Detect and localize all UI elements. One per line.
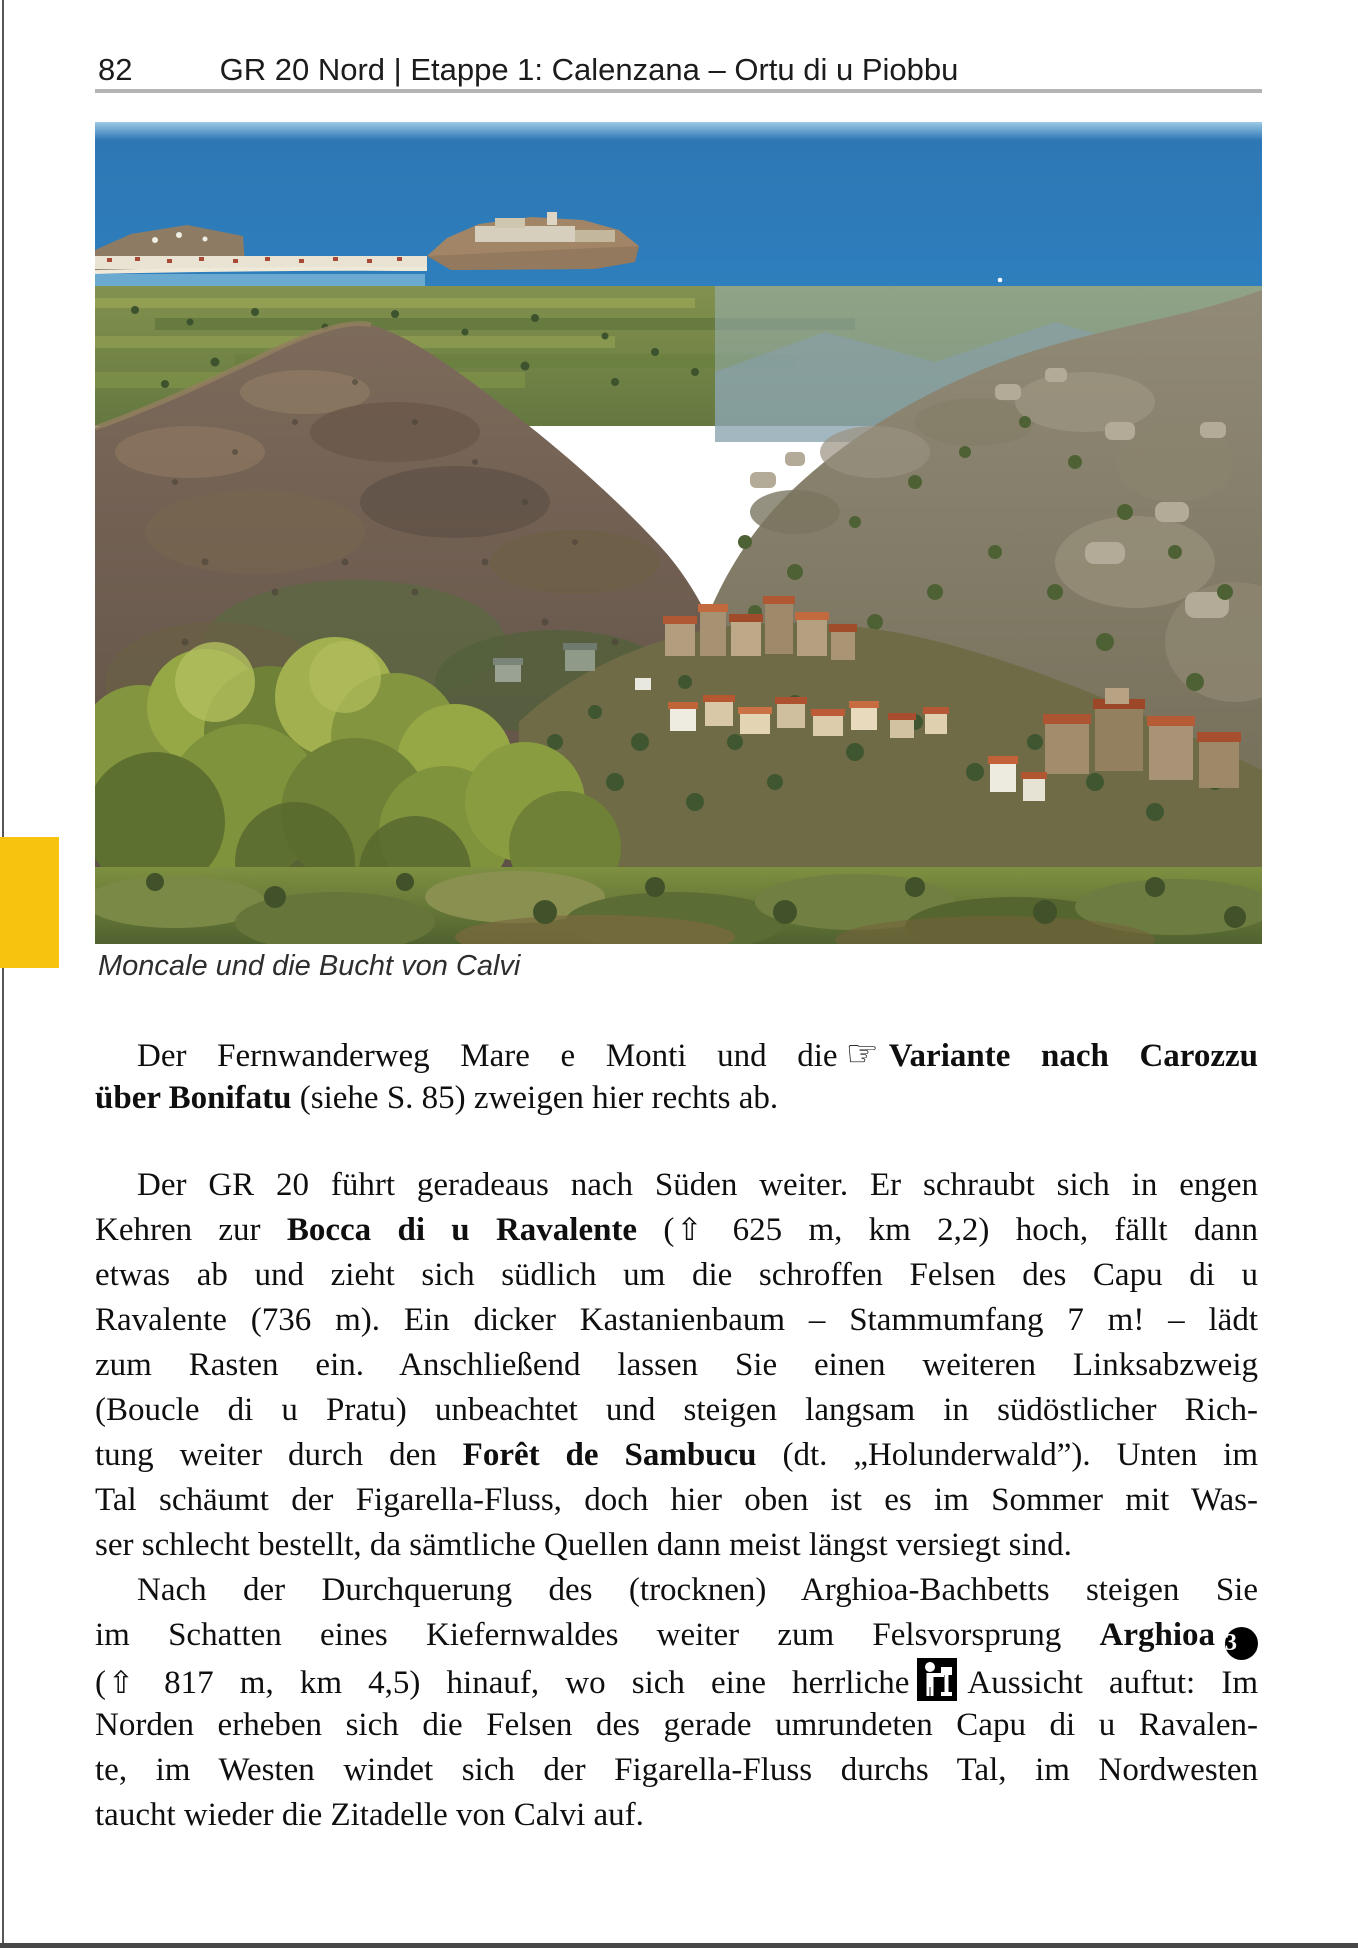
text-span: Aussicht auftut: Im: [967, 1665, 1258, 1701]
text-span: ser schlecht bestellt, da sämtliche Quellen dann meist längst versiegt sind.: [95, 1527, 1072, 1563]
text-span: te, im Westen windet sich der Figarella-Fluss durchs Tal, im Nordwesten: [95, 1752, 1258, 1788]
text-span: (siehe S. 85) zweigen hier rechts ab.: [291, 1080, 779, 1116]
photo-caption: Moncale und die Bucht von Calvi: [98, 950, 521, 982]
text-line: [95, 1208, 1258, 1253]
text-line: [95, 1523, 1258, 1568]
text-line: [95, 1076, 1258, 1121]
text-line: [95, 1343, 1258, 1388]
text-span: 817 m, km 4,5) hinauf, wo sich eine herrliche: [137, 1665, 910, 1701]
landscape-photo: [95, 122, 1262, 944]
text-line: [95, 1568, 1258, 1613]
text-span: Tal schäumt der Figarella-Fluss, doch hier oben ist es im Sommer mit Was-: [95, 1482, 1258, 1518]
running-header: GR 20 Nord | Etappe 1: Calenzana – Ortu di u Piobbu: [219, 52, 959, 87]
page-bottom-edge: [0, 1943, 1358, 1948]
text-span: Der GR 20 führt geradeaus nach Süden weiter. Er schraubt sich in engen: [137, 1167, 1258, 1203]
text-span: Ravalente (736 m). Ein dicker Kastanienbaum – Stammumfang 7 m! – lädt: [95, 1302, 1258, 1338]
viewpoint-icon: [917, 1658, 957, 1701]
paragraph: [95, 1031, 1258, 1121]
text-line: [95, 1298, 1258, 1343]
paragraph: [95, 1163, 1258, 1568]
page-number: 82: [98, 52, 133, 87]
text-span: (Boucle di u Pratu) unbeachtet und steigen langsam in südöstlicher Rich-: [95, 1392, 1258, 1428]
text-line: [95, 1163, 1258, 1208]
text-span: taucht wieder die Zitadelle von Calvi auf.: [95, 1797, 644, 1833]
up-arrow-icon: ⇧: [108, 1665, 134, 1701]
text-span: Der Fernwanderweg Mare e Monti und die: [137, 1038, 838, 1074]
text-line: [95, 1658, 1258, 1703]
text-line: [95, 1478, 1258, 1523]
paragraph: [95, 1568, 1258, 1838]
up-arrow-icon: ⇧: [676, 1212, 703, 1248]
text-line: [95, 1613, 1258, 1658]
bold-text: Bocca di u Ravalente: [286, 1212, 638, 1248]
landscape-photo-art: [95, 122, 1262, 944]
bold-text: Variante nach Carozzu: [888, 1038, 1258, 1074]
body-text: [95, 1031, 1258, 1838]
text-span: (: [95, 1665, 106, 1701]
bold-text: Forêt de Sambucu: [462, 1437, 757, 1473]
circled-3-icon: 3: [1225, 1627, 1258, 1660]
text-span: etwas ab und zieht sich südlich um die schroffen Felsen des Capu di u: [95, 1257, 1258, 1293]
text-line: [95, 1793, 1258, 1838]
text-span: zum Rasten ein. Anschließend lassen Sie einen weiteren Linksabzweig: [95, 1347, 1258, 1383]
text-span: Norden erheben sich die Felsen des gerade umrundeten Capu di u Ravalen-: [95, 1707, 1258, 1743]
text-span: (dt. „Holunderwald”). Unten im: [756, 1437, 1258, 1473]
chapter-color-tab: [0, 837, 59, 968]
text-line: [95, 1703, 1258, 1748]
text-span: Kehren zur: [95, 1212, 287, 1248]
text-span: (: [637, 1212, 675, 1248]
text-span: tung weiter durch den: [95, 1437, 463, 1473]
page-left-edge: [2, 0, 4, 1948]
text-line: [95, 1748, 1258, 1793]
text-span: 625 m, km 2,2) hoch, fällt dann: [706, 1212, 1258, 1248]
text-span: im Schatten eines Kiefernwaldes weiter zum Felsvorsprung: [95, 1617, 1100, 1653]
text-line: [95, 1031, 1258, 1076]
text-line: [95, 1433, 1258, 1478]
header-rule: [95, 89, 1262, 93]
bold-text: Arghioa: [1099, 1617, 1215, 1653]
text-line: [95, 1253, 1258, 1298]
text-span: Nach der Durchquerung des (trocknen) Arghioa-Bachbetts steigen Sie: [137, 1572, 1258, 1608]
text-line: [95, 1388, 1258, 1433]
pointing-hand-icon: ☞: [845, 1032, 879, 1075]
bold-text: über Bonifatu: [95, 1080, 292, 1116]
